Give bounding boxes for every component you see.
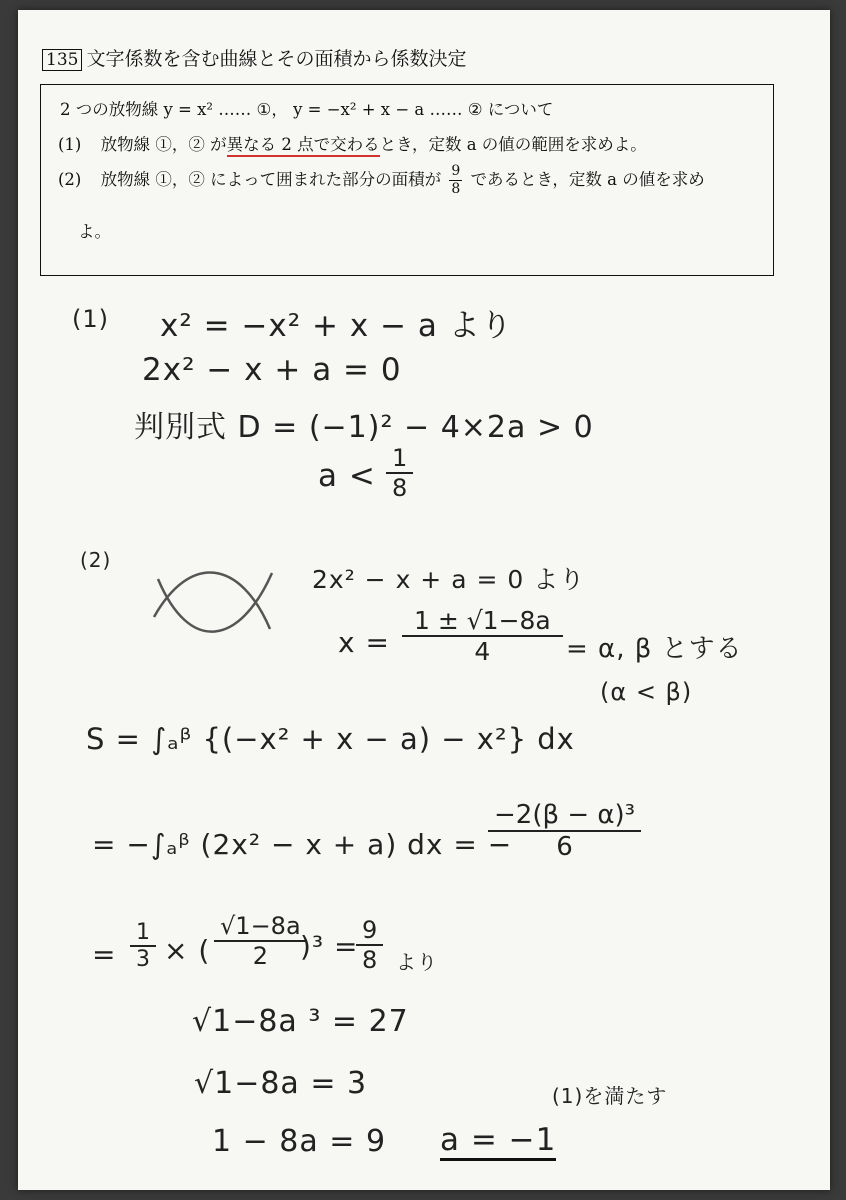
final-answer: a = −1: [440, 1122, 556, 1161]
question-1: [58, 131, 647, 155]
q1-label: (1): [58, 135, 82, 154]
sol2-line-f: 1 − 8a = 9: [212, 1124, 387, 1159]
sol2-order: (α < β): [600, 678, 693, 706]
sol2-f2-num: √1−8a: [214, 912, 307, 942]
sol1-fraction: [386, 444, 413, 502]
sol2-x-lhs: x =: [338, 626, 390, 659]
sol1-line1: x² = −x² + x − a より: [160, 308, 513, 344]
q1-text-b: とき，定数 a の値の範囲を求めよ。: [379, 135, 647, 154]
sol2-f1-num: 1: [130, 920, 156, 947]
q2-text-a: 放物線 ①，② によって囲まれた部分の面積が: [100, 170, 442, 189]
q2-frac-num: 9: [451, 163, 461, 179]
sol2-line-c-frac2: [214, 912, 307, 970]
problem-title: [42, 44, 466, 71]
sol2-x-fraction: [402, 606, 563, 666]
sol2-line-b-num: −2(β − α)³: [488, 800, 641, 832]
sol2-f3-num: 9: [356, 916, 383, 946]
question-2: [58, 163, 705, 198]
q1-text-a: 放物線 ①，② が: [100, 135, 227, 154]
sol2-line1: 2x² − x + a = 0 より: [312, 565, 586, 594]
sol1-line4: a <: [318, 458, 376, 494]
q2-frac-den: 8: [451, 181, 461, 197]
sol2-line-e: √1−8a = 3: [194, 1066, 368, 1101]
sol2-note: (1)を満たす: [552, 1084, 668, 1108]
sol1-frac-num: 1: [386, 444, 413, 474]
sol2-line-d: √1−8a ³ = 27: [192, 1004, 409, 1039]
problem-title-text: 文字係数を含む曲線とその面積から係数決定: [86, 48, 467, 70]
sol2-line-c-yori: より: [396, 950, 438, 974]
sol2-f3-den: 8: [362, 946, 378, 974]
q2-text-c: よ。: [78, 222, 111, 241]
sol1-line2: 2x² − x + a = 0: [142, 352, 402, 388]
sol2-line-b: = −∫ₐᵝ (2x² − x + a) dx = −: [92, 828, 513, 861]
sol1-frac-den: 8: [392, 474, 408, 502]
sol2-line-c-frac3: [356, 916, 383, 974]
sol2-x-num: 1 ± √1−8a: [402, 606, 563, 637]
sol2-f2-den: 2: [252, 942, 268, 970]
sol2-line-b-fraction: [488, 800, 641, 862]
sol2-line-c-frac1: [130, 920, 156, 972]
problem-intro: 2 つの放物線 y = x² …… ①， y = −x² + x − a …… ② について: [60, 100, 554, 119]
sol2-line-c-times: × (: [164, 934, 211, 967]
problem-number: 135: [42, 49, 82, 71]
sol2-s-line: S = ∫ₐᵝ {(−x² + x − a) − x²} dx: [86, 722, 575, 756]
sol2-f1-den: 3: [136, 947, 150, 972]
q2-text-b: であるとき，定数 a の値を求め: [470, 170, 705, 189]
q1-underlined: 異なる 2 点で交わる: [227, 135, 380, 157]
sol2-label: (2): [80, 548, 112, 572]
sol2-x-rhs: = α, β とする: [566, 634, 743, 664]
sol2-x-den: 4: [474, 637, 491, 666]
parabola-sketch: [150, 565, 280, 645]
sol1-label: (1): [72, 305, 109, 333]
q2-fraction: [449, 163, 462, 198]
q2-label: (2): [58, 170, 82, 189]
sol1-line3: 判別式 D = (−1)² − 4×2a > 0: [134, 410, 594, 445]
sol2-line-c-eq: =: [92, 938, 117, 971]
sol2-line-b-den: 6: [556, 832, 573, 862]
sol2-line-c-close: )³ =: [300, 930, 359, 963]
